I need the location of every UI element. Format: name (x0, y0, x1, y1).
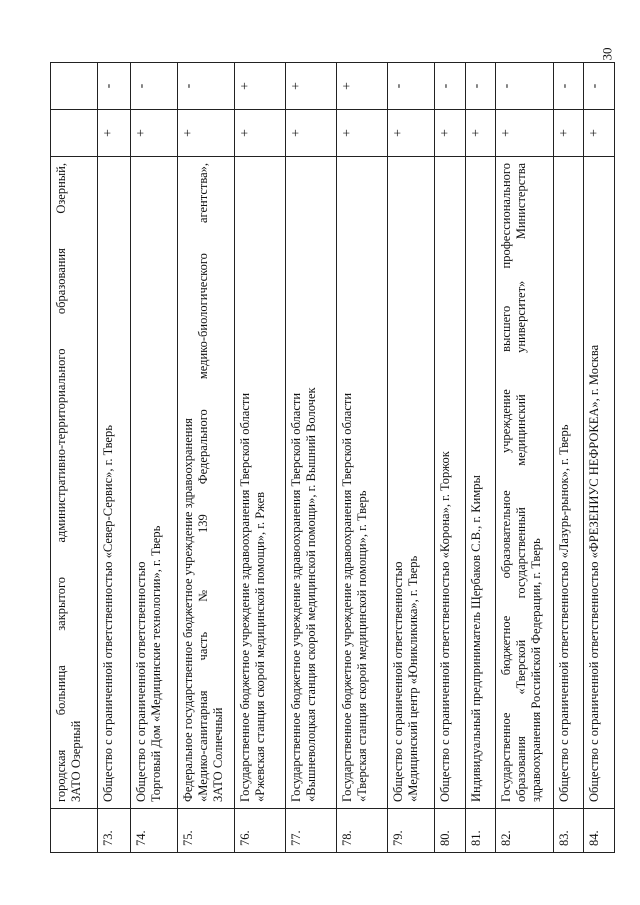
organization-name (435, 157, 466, 809)
mark-column-a: + (388, 110, 435, 157)
mark-column-a: + (234, 110, 285, 157)
table-row (234, 63, 285, 853)
row-number: 78. (337, 809, 388, 853)
mark-column-a: + (98, 110, 131, 157)
mark-column-a: + (285, 110, 336, 157)
table-row (130, 63, 177, 853)
organization-name (130, 157, 177, 809)
mark-column-b: - (388, 63, 435, 110)
organization-name-line: Общество с ограниченной ответственностью «Корона», г. Торжок (438, 451, 453, 802)
organization-name (465, 157, 496, 809)
organization-name-line: Торговый Дом «Медицинские технологии», г. Тверь (148, 525, 163, 802)
mark-column-b: - (584, 63, 615, 110)
table-row (584, 63, 615, 853)
organization-name (285, 157, 336, 809)
organization-name-line: ЗАТО Солнечный (210, 707, 225, 802)
row-number: 80. (435, 809, 466, 853)
row-number: 83. (553, 809, 584, 853)
organization-name-line: Государственное бюджетное учреждение здравоохранения Тверской области (237, 392, 252, 802)
table-row (465, 63, 496, 853)
row-number: 84. (584, 809, 615, 853)
organization-name-line: Индивидуальный предприниматель Щербаков С.В., г. Кимры (468, 475, 483, 802)
organization-name-line: Общество с ограниченной ответственностью «Лазурь-рынок», г. Тверь (556, 424, 571, 802)
mark-column-a: + (465, 110, 496, 157)
organization-name-line: Федеральное государственное бюджетное учреждение здравоохранения (180, 418, 195, 802)
rotated-table-wrapper (50, 63, 615, 853)
row-number: 81. (465, 809, 496, 853)
organization-name (553, 157, 584, 809)
organization-name-line: Общество с ограниченной ответственностью (133, 561, 148, 802)
organizations-table (50, 62, 615, 853)
mark-column-b: - (435, 63, 466, 110)
table-row (388, 63, 435, 853)
mark-column-a: + (496, 110, 553, 157)
organization-name (337, 157, 388, 809)
mark-column-b: + (337, 63, 388, 110)
row-number: 73. (98, 809, 131, 853)
table-row (553, 63, 584, 853)
row-number: 74. (130, 809, 177, 853)
mark-column-a: + (177, 110, 234, 157)
row-number: 77. (285, 809, 336, 853)
organization-name-line: Государственное бюджетное образовательное учреждение высшего профессионального (499, 163, 514, 802)
row-number: 75. (177, 809, 234, 853)
organization-name-line: «Вышневолоцкая станция скорой медицинской помощи», г. Вышний Волочек (303, 387, 318, 802)
mark-column-b: - (130, 63, 177, 110)
mark-column-b (51, 63, 98, 110)
table-row (51, 63, 98, 853)
organization-name-line: Государственное бюджетное учреждение здравоохранения Тверской области (340, 392, 355, 802)
mark-column-b: - (98, 63, 131, 110)
organization-name-line: городская больница закрытого административно-территориального образования Озерный, (54, 163, 68, 802)
organization-name-line: образования «Тверской государственный медицинский университет» Министерства (514, 163, 529, 802)
mark-column-b: - (496, 63, 553, 110)
mark-column-a: + (435, 110, 466, 157)
organization-name-line: «Ржевская станция скорой медицинской помощи», г. Ржев (252, 491, 267, 802)
mark-column-b: + (234, 63, 285, 110)
organization-name-line: Государственное бюджетное учреждение здравоохранения Тверской области (288, 392, 303, 802)
organization-name (177, 157, 234, 809)
organization-name (388, 157, 435, 809)
organization-name-line: ЗАТО Озерный (69, 720, 83, 802)
mark-column-b: - (177, 63, 234, 110)
table-row (285, 63, 336, 853)
organization-name-line: Общество с ограниченной ответственностью «ФРЕЗЕНИУС НЕФРОКЕА», г. Москва (587, 344, 602, 802)
mark-column-a: + (584, 110, 615, 157)
table-row (98, 63, 131, 853)
organization-name-line: Общество с ограниченной ответственностью «Север-Сервис», г. Тверь (101, 425, 115, 802)
table-body (51, 63, 615, 853)
row-number: 79. (388, 809, 435, 853)
table-row (177, 63, 234, 853)
organization-name (98, 157, 131, 809)
table-row (337, 63, 388, 853)
organization-name (496, 157, 553, 809)
row-number: 76. (234, 809, 285, 853)
page-number: 30 (599, 47, 615, 61)
mark-column-b: + (285, 63, 336, 110)
mark-column-b: - (553, 63, 584, 110)
row-number (51, 809, 98, 853)
mark-column-b: - (465, 63, 496, 110)
mark-column-a: + (553, 110, 584, 157)
organization-name-line: «Тверская станция скорой медицинской помощи», г. Тверь (355, 490, 370, 802)
organization-name (51, 157, 98, 809)
mark-column-a: + (130, 110, 177, 157)
organization-name-line: здравоохранения Российской Федерации, г. Тверь (529, 538, 544, 802)
organization-name-line: Общество с ограниченной ответственностью (391, 561, 406, 802)
organization-name-line: «Медицинский центр «Юникликика», г. Тверь (406, 555, 421, 802)
organization-name-line: «Медико-санитарная часть № 139 Федерального медико-биологического агентства», (195, 163, 210, 802)
table-row (496, 63, 553, 853)
row-number: 82. (496, 809, 553, 853)
organization-name (584, 157, 615, 809)
table-row (435, 63, 466, 853)
organization-name (234, 157, 285, 809)
mark-column-a: + (337, 110, 388, 157)
mark-column-a (51, 110, 98, 157)
